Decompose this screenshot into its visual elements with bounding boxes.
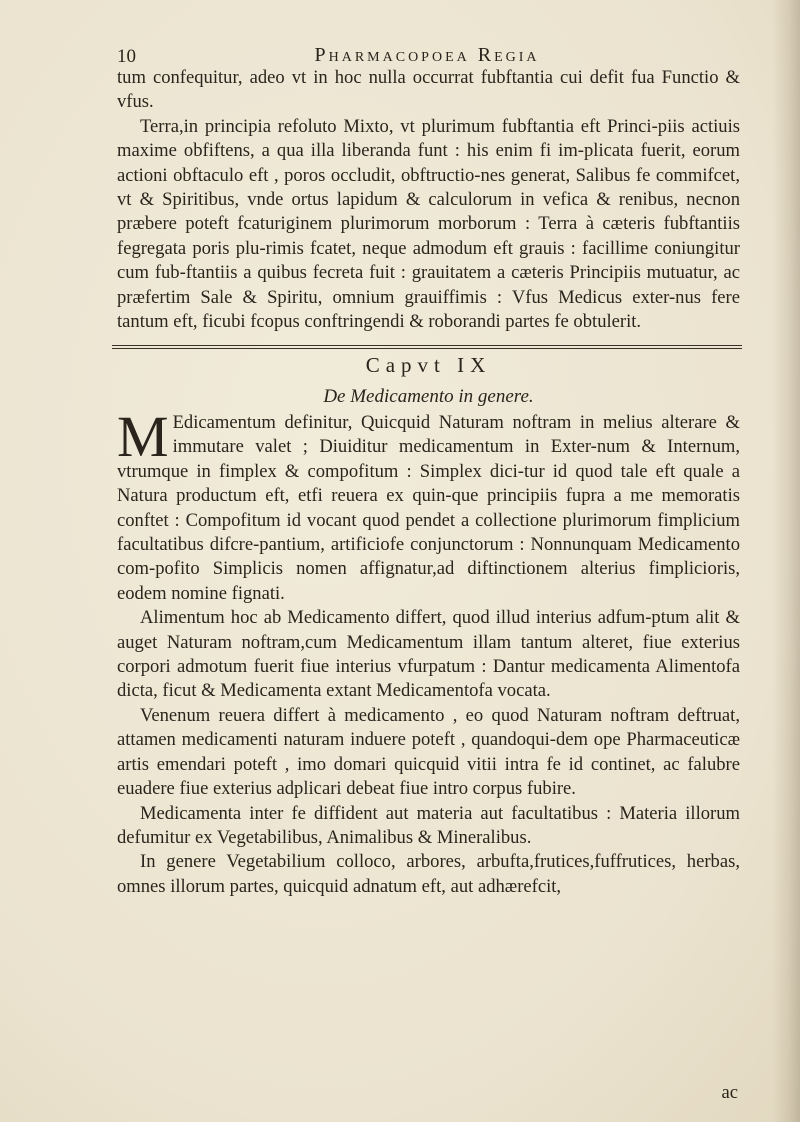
- paragraph-venenum: Venenum reuera differt à medicamento , eo quod Naturam noftram deftruat, attamen medicamenti naturam induere poteft , quandoqui-dem ope Pharmaceuticæ artis emendari poteft , imo domari quicquid vitii intra fe id continet, ac falubre euadere fiue exterius adplicari debeat fiue intro corpus fubire.: [117, 704, 740, 800]
- paragraph: tum confequitur, adeo vt in hoc nulla occurrat fubftantia cui defit fua Functio & vfus.: [117, 67, 740, 113]
- paragraph-vegetabilium: In genere Vegetabilium colloco, arbores, arbufta,frutices,fuffrutices, herbas, omnes illorum partes, quicquid adnatum eft, aut adhærefcit,: [117, 851, 740, 897]
- paragraph-definition: [117, 404, 740, 606]
- section-rule: [112, 345, 742, 349]
- drop-cap: M: [117, 404, 169, 469]
- page-edge-shadow: [772, 0, 800, 1122]
- running-title: Pharmacopoea Regia: [314, 44, 540, 66]
- text-block-terra: [117, 66, 740, 334]
- page-number: 10: [117, 46, 136, 67]
- catchword: ac: [721, 1082, 738, 1103]
- paragraph-terra: Terra,in principia refoluto Mixto, vt plurimum fubftantia eft Princi-piis actiuis maxime obfiftens, a qua illa liberanda funt : his enim fi im-plicata fuerit, eorum actioni obftaculo eft , poros occludit, obftructio-nes generat, Salibus fe commifcet, vt & Spiritibus, vnde ortus lapidum & calculorum in vefica & renibus, necnon præbere poteft fcaturiginem plurimorum morborum : Terra à cæteris fubftantiis fegregata poris plu-rimis fcatet, neque admodum eft grauis : facillime coniungitur cum fub-ftantiis a quibus fecreta fuit : grauitatem a cæteris Principiis mutuatur, ac præfertim Sale & Spiritu, omnium grauiffimis : Vfus Medicus exter-nus fere tantum eft, ficubi fcopus conftringendi & roborandi partes fe obtulerit.: [117, 115, 740, 333]
- text-block-medicamento: [117, 404, 740, 899]
- chapter-subtitle: De Medicamento in genere.: [323, 386, 534, 407]
- paragraph-definition-text: Edicamentum definitur, Quicquid Naturam noftram in melius alterare & immutare valet ; Diuiditur medicamentum in Exter-num & Internum, vtrumque in fimplex & compofitum : Simplex dici-tur id quod tale eft quale a Natura productum eft, etfi reuera ex quin-que principiis fupra a me memoratis conftet : Compofitum id vocant quod pendet a collectione plurimorum fimplicium facultatibus difcre-pantium, artificiofe conjunctorum : Nonnunquam Medicamento com-pofito Simplicis nomen affignatur,ad diftinctionem alterius fimplicioris, eodem nomine fignati.: [117, 412, 740, 604]
- chapter-heading: Capvt IX: [365, 353, 492, 377]
- paragraph-materia: Medicamenta inter fe diffident aut materia aut facultatibus : Materia illorum defumitur ex Vegetabilibus, Animalibus & Mineralibus.: [117, 802, 740, 848]
- paragraph-alimentum: Alimentum hoc ab Medicamento differt, quod illud interius adfum-ptum alit & auget Naturam noftram,cum Medicamentum illam tantum alteret, fiue exterius corpori admotum fuerit fiue interius vfurpatum : Dantur medicamenta Alimentofa dicta, ficut & Medicamenta extant Medicamentofa vocata.: [117, 607, 740, 702]
